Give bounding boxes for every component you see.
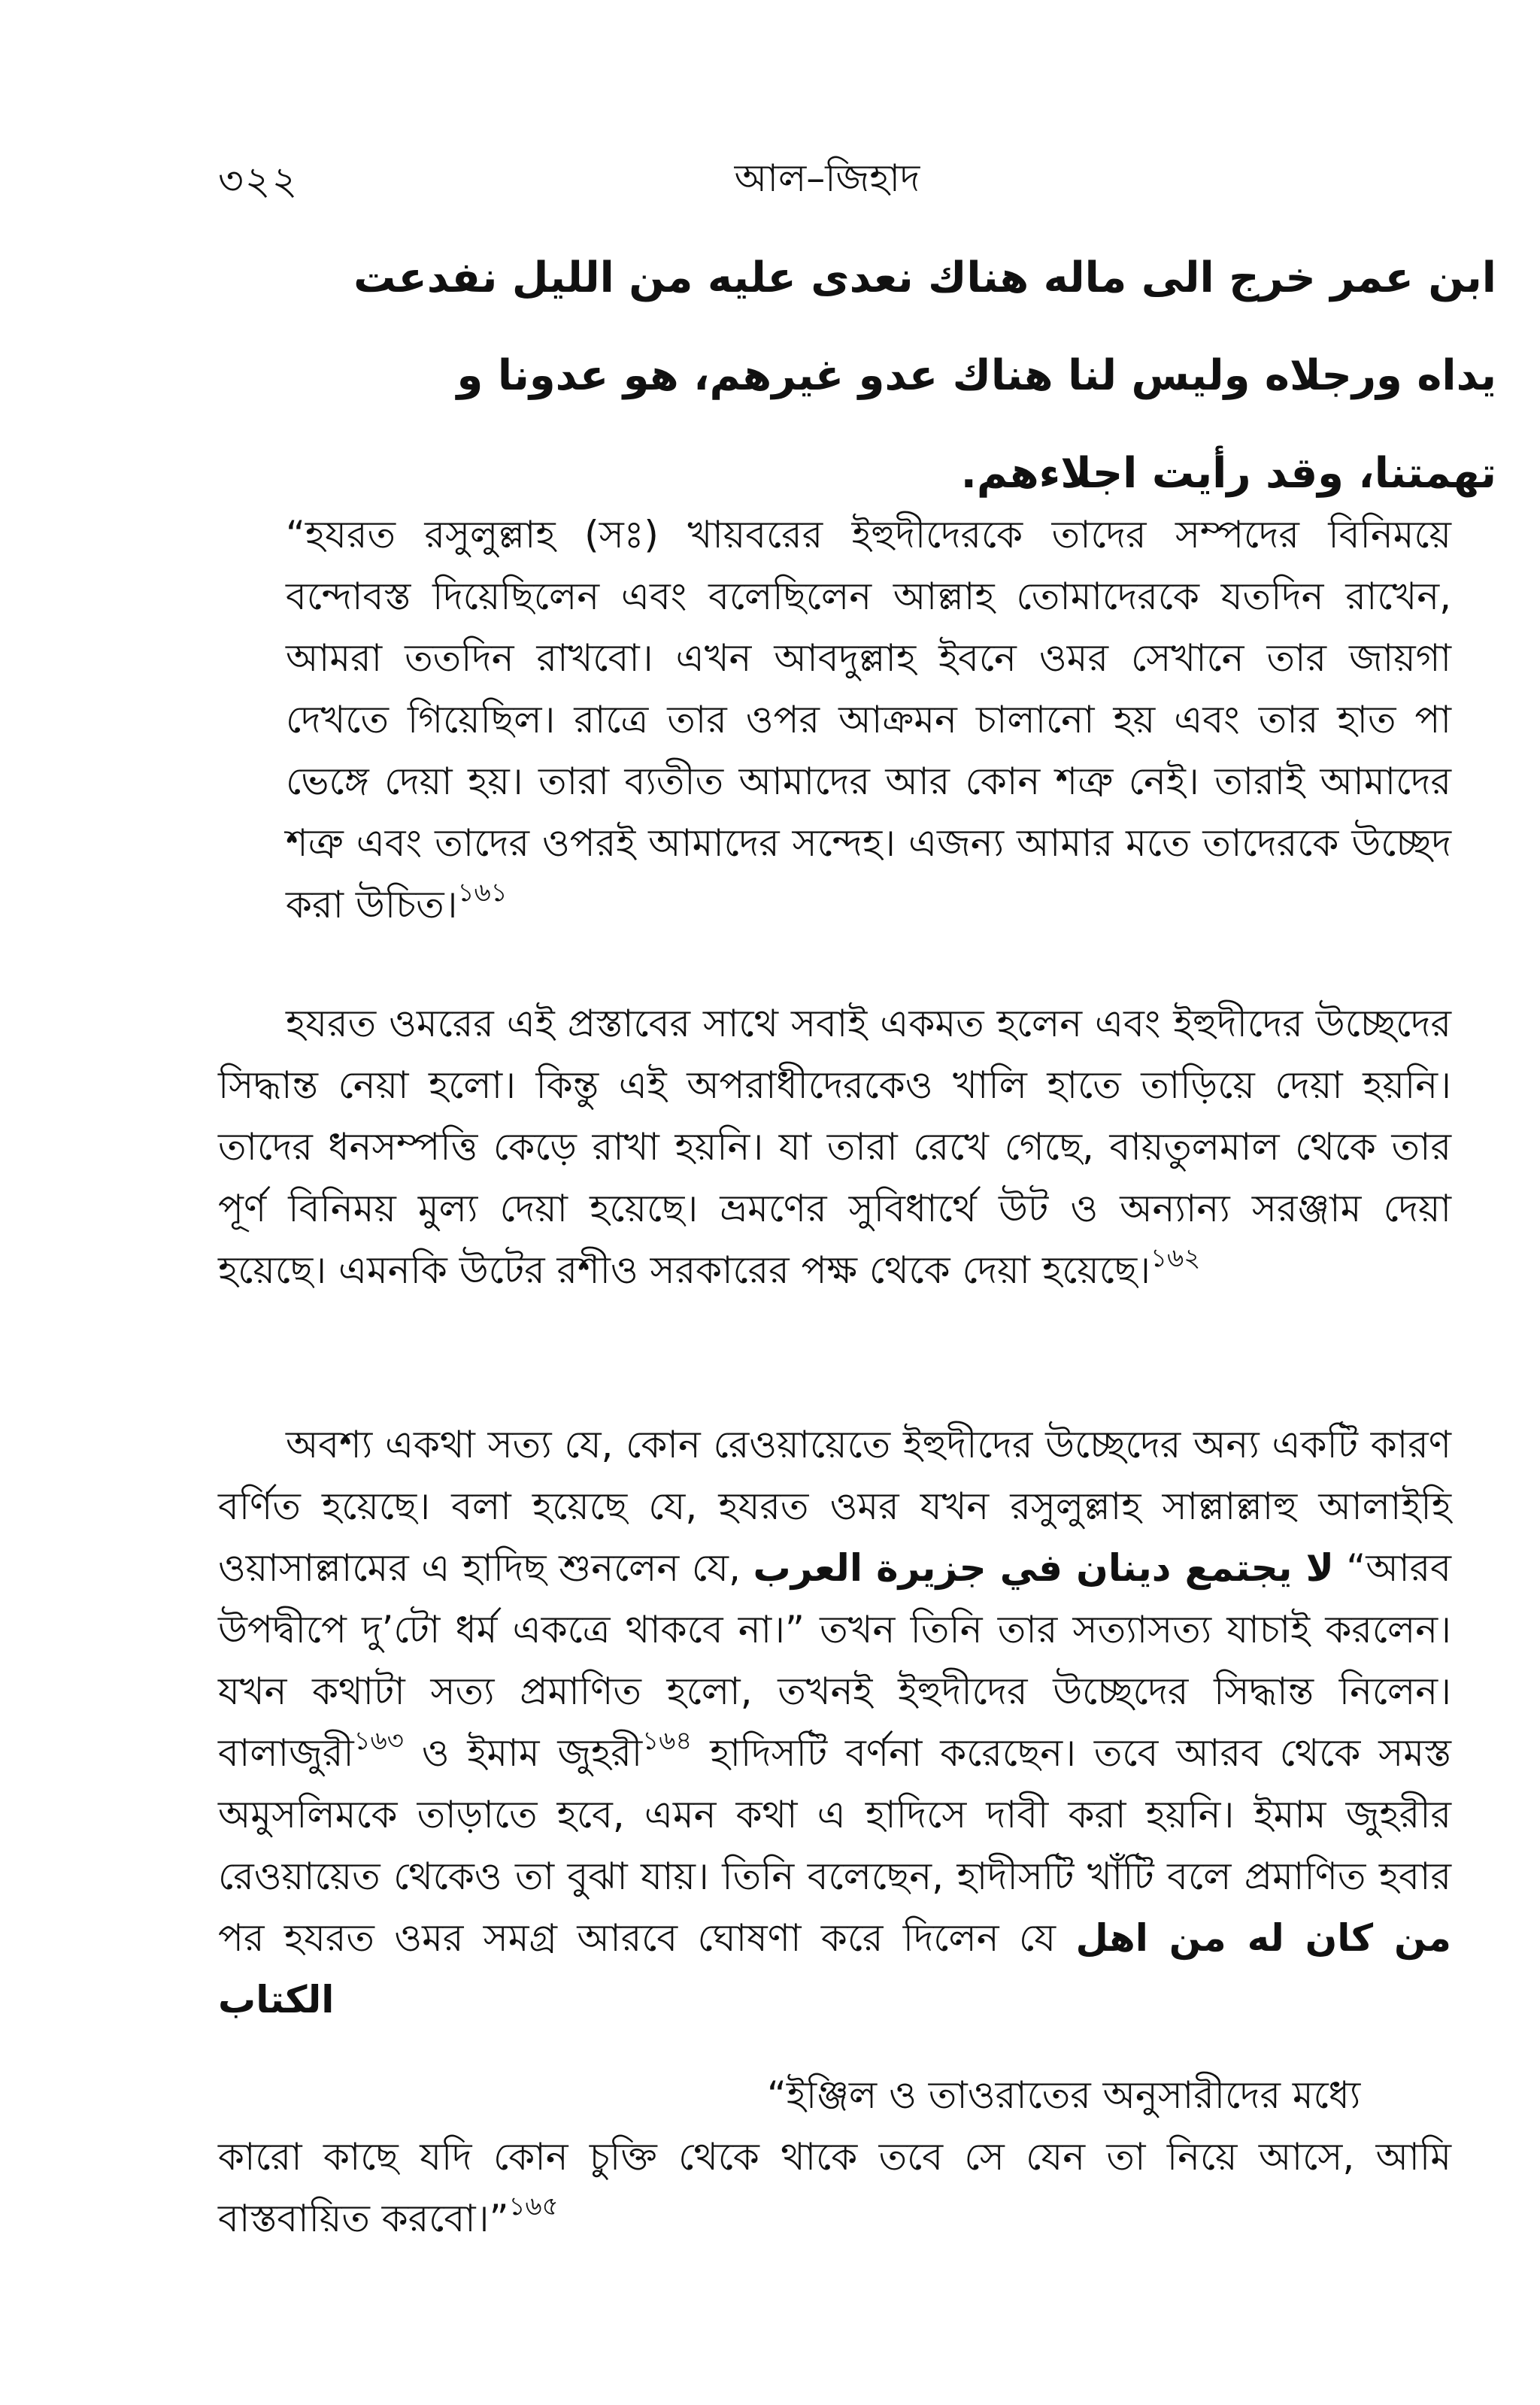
paragraph-5-text: কারো কাছে যদি কোন চুক্তি থেকে থাকে তবে সে যেন তা নিয়ে আসে, আমি বাস্তবায়িত করবো।” bbox=[218, 2135, 1451, 2240]
footnote-marker: ১৬৫ bbox=[508, 2191, 559, 2222]
arabic-quote bbox=[353, 229, 1496, 523]
footnote-marker: ১৬৩ bbox=[353, 1726, 404, 1756]
paragraph-2 bbox=[218, 993, 1451, 1301]
paragraph-3-text-d: হাদিসটি বর্ণনা করেছেন। তবে আরব থেকে সমস্ত অমুসলিমকে তাড়াতে হবে, এমন কথা এ হাদিসে দাবী করা হয়নি। ইমাম জুহরীর রেওয়ায়েত থেকেও তা বুঝা যায়। তিনি বলেছেন, হাদীসটি খাঁটি বলে প্রমাণিত হবার পর হযরত ওমর সমগ্র আরবে ঘোষণা করে দিলেন যে bbox=[218, 1731, 1451, 1960]
arabic-quote-line: يداه ورجلاه وليس لنا هناك عدو غيرهم، هو عدونا و bbox=[456, 351, 1496, 400]
quote-translation-text: “হযরত রসুলুল্লাহ (সঃ) খায়বরের ইহুদীদেরকে তাদের সম্পদের বিনিময়ে বন্দোবস্ত দিয়েছিলেন এবং বলেছিলেন আল্লাহ তোমাদেরকে যতদিন রাখেন, আমরা ততদিন রাখবো। এখন আবদুল্লাহ ইবনে ওমর সেখানে তার জায়গা দেখতে গিয়েছিল। রাত্রে তার ওপর আক্রমন চালানো হয় এবং তার হাত পা ভেঙ্গে দেয়া হয়। তারা ব্যতীত আমাদের আর কোন শত্রু নেই। তারাই আমাদের শত্রু এবং তাদের ওপরই আমাদের সন্দেহ। এজন্য আমার মতে তাদেরকে উচ্ছেদ করা উচিত। bbox=[286, 513, 1451, 927]
running-title: আল–জিহাদ bbox=[734, 156, 920, 200]
footnote-marker: ১৬৪ bbox=[642, 1726, 693, 1756]
paragraph-4 bbox=[767, 2064, 1451, 2126]
page-header bbox=[218, 150, 1436, 218]
quote-translation bbox=[286, 504, 1451, 936]
paragraph-4-text: “ইঞ্জিল ও তাওরাতের অনুসারীদের মধ্যে bbox=[767, 2073, 1361, 2117]
paragraph-3-text-c: ও ইমাম জুহরী bbox=[403, 1731, 643, 1775]
paragraph-2-text: হযরত ওমরের এই প্রস্তাবের সাথে সবাই একমত হলেন এবং ইহুদীদের উচ্ছেদের সিদ্ধান্ত নেয়া হলো। কিন্তু এই অপরাধীদেরকেও খালি হাতে তাড়িয়ে দেয়া হয়নি। তাদের ধনসম্পত্তি কেড়ে রাখা হয়নি। যা তারা রেখে গেছে, বায়তুলমাল থেকে তার পূর্ণ বিনিময় মুল্য দেয়া হয়েছে। ভ্রমণের সুবিধার্থে উট ও অন্যান্য সরঞ্জাম দেয়া হয়েছে। এমনকি উটের রশীও সরকারের পক্ষ থেকে দেয়া হয়েছে। bbox=[218, 1002, 1451, 1292]
footnote-marker: ১৬২ bbox=[1150, 1243, 1201, 1273]
arabic-quote-line: ابن عمر خرج الى ماله هناك نعدى عليه من الليل نفدعت bbox=[353, 253, 1496, 302]
paragraph-3-text-b: “আরব উপদ্বীপে দু’টো ধর্ম একত্রে থাকবে না।” তখন তিনি তার সত্যাসত্য যাচাই করলেন। যখন কথাটা সত্য প্রমাণিত হলো, তখনই ইহুদীদের উচ্ছেদের সিদ্ধান্ত নিলেন। বালাজুরী bbox=[218, 1546, 1451, 1775]
paragraph-3-text-a: অবশ্য একথা সত্য যে, কোন রেওয়ায়েতে ইহুদীদের উচ্ছেদের অন্য একটি কারণ বর্ণিত হয়েছে। বলা হয়েছে যে, হযরত ওমর যখন রসুলুল্লাহ সাল্লাল্লাহু আলাইহি ওয়াসাল্লামের এ হাদিছ শুনলেন যে, bbox=[218, 1423, 1451, 1590]
page-number: ৩২২ bbox=[218, 159, 299, 204]
arabic-quote-line: تهمتنا، وقد رأيت اجلاءهم. bbox=[960, 449, 1496, 498]
paragraph-5 bbox=[218, 2126, 1451, 2249]
arabic-hadith: لا يجتمع دينان في جزيرة العرب bbox=[753, 1546, 1334, 1590]
arabic-declaration: من كان له من اهل الكتاب bbox=[218, 1916, 1451, 2021]
footnote-marker: ১৬১ bbox=[457, 878, 508, 908]
paragraph-3 bbox=[218, 1414, 1451, 2030]
